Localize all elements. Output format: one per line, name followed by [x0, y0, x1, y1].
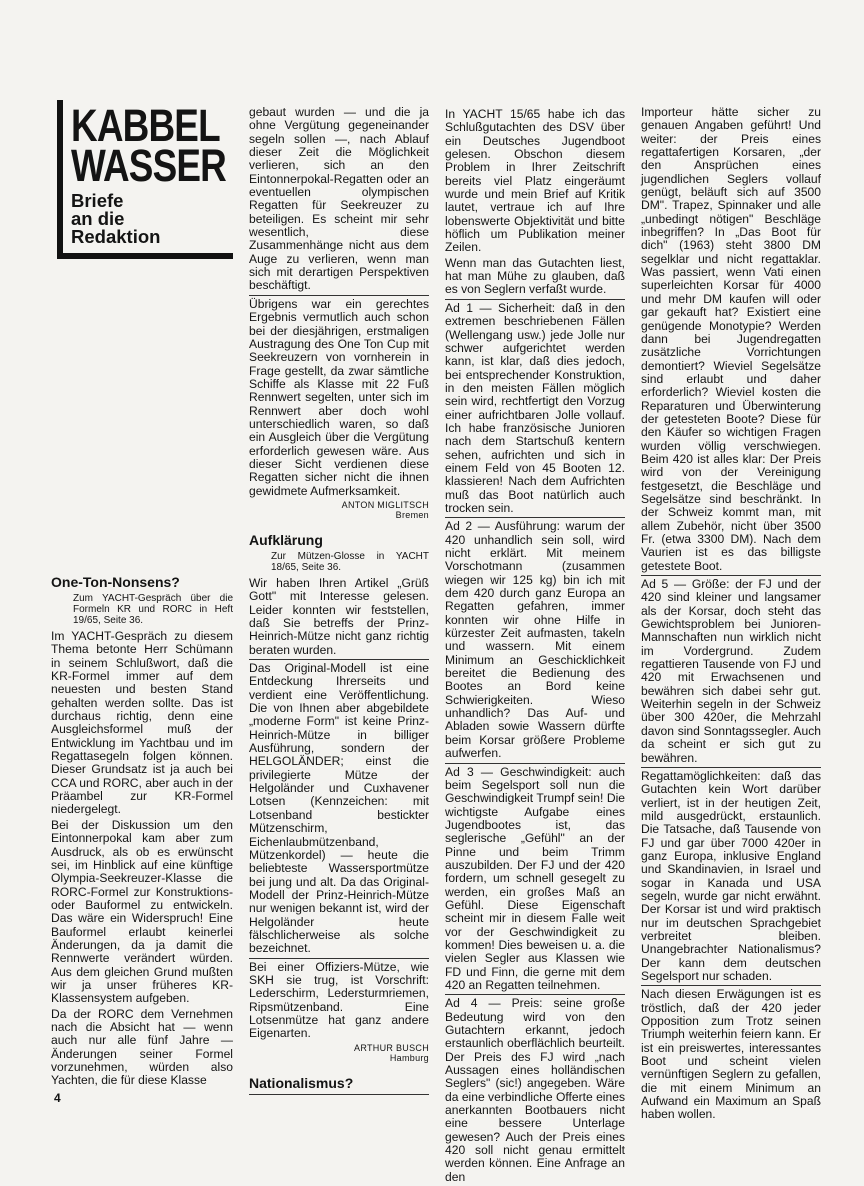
letter-signature-one-ton: [249, 500, 429, 520]
letter-paragraph: Nach diesen Erwägungen ist es tröstlich, daß der 420 jeder Opposition zum Trotz seinen Triumph weiterhin feiern kann. Er ist ein preiswertes, interessantes Boot und scheint vielen vernünftigen Seglern zu gefallen, die mit einem Minimum an Aufwand ein Maximum an Spaß haben wollen.: [641, 987, 821, 1122]
letter-heading-one-ton: One-Ton-Nonsens?: [51, 574, 180, 590]
paragraph-rule: [641, 575, 821, 576]
column-subtitle-line3: Redaktion: [71, 226, 161, 247]
column-title-line1: KABBEL: [71, 100, 220, 151]
letter-paragraph: Das Original-Modell ist eine Entdeckung Ihrerseits und verdient eine Veröffentlichung. Die von Ihnen aber abgebildete „moderne Form" ist keine Prinz-Heinrich-Mütze in billiger Ausführung, sondern der HELGOLÄNDER; einst die privilegierte Mütze der Helgoländer und Cuxhavener Lotsen (Kennzeichen: mit Lotsenband bestickter Mützenschirm, Eichenlaubmützenband, Mützenkordel) — heute die beliebteste Wassersportmütze bei jung und alt. Da das Original-Modell der Prinz-Heinrich-Mütze nur wenigen bekannt ist, wird der Helgoländer heute fälschlicherweise als solche bezeichnet.: [249, 661, 429, 956]
letter-paragraph: Importeur hätte sicher zu genauen Angaben geführt! Und weiter: der Preis eines regattafertigen Korsaren, „der den Ansprüchen eines jugendlichen Seglers vollauf genügt, beläuft sich auf 3500 DM". Trapez, Spinnaker und alle „unbedingt nötigen" Beschläge inbegriffen? In „Das Boot für dich" (1963) steht 3800 DM segelklar und nicht regattaklar. Was passiert, wenn Vati einen superleichten Korsar für 4000 und mehr DM kaufen will oder gar gekauft hat? Existiert eine genügende Monotypie? Werden dann bei Jugendregatten zusätzliche Vorrichtungen demontiert? Wieviel Segelsätze sind erlaubt und daher erforderlich? Wieviel kosten die Reparaturen und Überwinterung der getesteten Boote? Diese für den Käufer so wichtigen Fragen wurden völlig verschwiegen. Beim 420 ist alles klar: Der Preis wird von der Vereinigung festgesetzt, die Beschläge und Segelsätze sind beschränkt. In der Schweiz kommt man, mit allem Zubehör, nicht über 3500 Fr. (etwa 3300 DM). Nach dem Vaurien ist es das billigste getestete Boot.: [641, 105, 821, 573]
letter-paragraph: Im YACHT-Gespräch zu diesem Thema betonte Herr Schümann in seinem Schlußwort, daß die KR-Formel immer auf dem neuesten und besten Stand gehalten werden sollte. Das ist durchaus richtig, denn eine Ausgleichsformel muß der Entwicklung im Yachtbau und im Regattasegeln folgen können. Dieser Grundsatz ist ja auch bei CCA und RORC, aber auch in der Präambel zur KR-Formel niedergelegt.: [51, 629, 233, 817]
column-subtitle-line1: Briefe: [71, 190, 124, 211]
paragraph-rule: [445, 994, 625, 995]
letter-paragraph: gebaut wurden — und die ja ohne Vergütung gegeneinander segeln sollen —, nach Ablauf dieser Zeit die Möglichkeit verlieren, sich an den Eintonnerpokal-Regatten oder an eventuellen olympischen Regatten für Seekreuzer zu beteiligen. Es scheint mir sehr wesentlich, diese Zusammenhänge nicht aus dem Auge zu verlieren, wenn man sich mit derartigen Perspektiven beschäftigt.: [249, 105, 429, 293]
paragraph-rule: [249, 1094, 429, 1095]
column-subtitle-line2: an die: [71, 208, 125, 229]
letter-paragraph: Übrigens war ein gerechtes Ergebnis vermutlich auch schon bei der diesjährigen, erstmaligen Austragung des One Ton Cup mit Seekreuzern von vornherein in Frage gestellt, da zwar sämtliche Schiffe als Klasse mit 22 Fuß Rennwert segelten, unter sich im Rennwert aber doch wohl unterschiedlich waren, so daß ein Ausgleich über die Vergütung erforderlich gewesen wäre. Aus dieser Sicht verdienen diese Regatten sicher nicht die ihnen gewidmete Aufmerksamkeit.: [249, 296, 429, 498]
letter-paragraph: Da der RORC dem Vernehmen nach die Absicht hat — wenn auch nur alle fünf Jahre — Änderungen seiner Formel vorzunehmen, würden also Yachten, die für diese Klasse: [51, 1006, 233, 1088]
letter-paragraph: Regattamöglichkeiten: daß das Gutachten kein Wort darüber verliert, ist in der heutigen Zeit, mild ausgedrückt, erstaunlich. Die Tatsache, daß Tausende von FJ und gar über 7000 420er in ganz Europa, inklusive England und Skandinavien, in Israel und sogar in Kanada und USA segeln, wurde gar nicht erwähnt. Der Korsar ist und wird praktisch nur im deutschen Sprachgebiet verbreitet bleiben. Unangebrachter Nationalismus? Der kann dem deutschen Segelsport nur schaden.: [641, 768, 821, 983]
column-title-line2: WASSER: [71, 140, 227, 191]
signature-location: Bremen: [395, 509, 429, 520]
letter-paragraph: Wenn man das Gutachten liest, hat man Mühe zu glauben, daß es von Seglern verfaßt wurde.: [445, 255, 625, 297]
column-3: [445, 106, 625, 1186]
letter-heading-nationalismus: Nationalismus?: [249, 1074, 354, 1091]
letter-paragraph: Ad 1 — Sicherheit: daß in den extremen beschriebenen Fällen (Wellengang usw.) jede Jolle nur schwer aufgerichtet werden kann, ist klar, daß dies jedoch, bei entsprechender Konstruktion, in den meisten Fällen möglich sein wird, rechtfertigt den Vorzug einer aufrichtbaren Jolle vollauf. Ich habe französische Junioren nach dem Startschuß kentern sehen, aufrichten und sich in einem Feld von 45 Booten 12. klassieren! Nach dem Aufrichten muß das Boot natürlich auch trocken sein.: [445, 300, 625, 515]
column-2: [249, 106, 429, 1097]
column-4: [641, 106, 821, 1124]
page-number: 4: [54, 1091, 61, 1105]
letter-reference-one-ton: Zum YACHT-Gespräch über die Formeln KR und RORC in Heft 19/65, Seite 36.: [73, 593, 233, 626]
column-1: [51, 574, 233, 1090]
paragraph-rule: [249, 659, 429, 660]
column-title-block: [57, 100, 233, 259]
letter-paragraph: Ad 3 — Geschwindigkeit: auch beim Segelsport soll nun die Geschwindigkeit Trumpf sein! Die wichtigste Aufgabe eines Jugendbootes ist, das seglerische „Gefühl" an der Pinne und beim Trimm auszubilden. Der FJ und der 420 fordern, um schnell gesegelt zu werden, ein großes Maß an Gefühl. Diese Eigenschaft scheint mir in diesem Falle weit vor der Geschwindigkeit zu kommen! Dies beweisen u. a. die vielen Segler aus Klassen wie FD und Finn, die gerne mit dem 420 an Regatten teilnehmen.: [445, 764, 625, 992]
letter-reference-aufklaerung: Zur Mützen-Glosse in YACHT 18/65, Seite 36.: [271, 550, 429, 573]
letter-signature-aufklaerung: [249, 1043, 429, 1063]
letter-paragraph: Bei der Diskussion um den Eintonnerpokal kam aber zum Ausdruck, als ob es erwünscht sei, im Hinblick auf eine künftige Olympia-Seekreuzer-Klasse die RORC-Formel zur Konstruktions- oder Bauformel zu entwickeln. Das wäre ein Widerspruch! Eine Bauformel erlaubt keinerlei Änderungen, da ja damit die Rennwerte verändert würden. Aus dem gleichen Grund mußten wir ja unser früheres KR-Klassensystem aufgeben.: [51, 817, 233, 1006]
letter-paragraph: Ad 5 — Größe: der FJ und der 420 sind kleiner und langsamer als der Korsar, doch steht das Gewichtsproblem bei Junioren-Mannschaften nun wirklich nicht im Vordergrund. Zudem regattieren Tausende von FJ und 420 mit Erwachsenen und bewähren sich dabei sehr gut. Weiterhin segeln in der Schweiz über 300 420er, die Mehrzahl davon sind Sonntagssegler. Auch da scheint er sich gut zu bewähren.: [641, 577, 821, 765]
paragraph-rule: [445, 517, 625, 518]
paragraph-rule: [249, 958, 429, 959]
letter-paragraph: Ad 4 — Preis: seine große Bedeutung wird von den Gutachtern erkannt, jedoch erstaunlich oberflächlich beurteilt. Der Preis des FJ wird „nach Aussagen eines holländischen Seglers" (sic!) angegeben. Wäre da eine verbindliche Offerte eines anerkannten Bootbauers nicht eine bessere Unterlage gewesen? Auch der Preis eines 420 soll nicht genau ermittelt werden können. Eine Anfrage an den: [445, 996, 625, 1184]
paragraph-rule: [445, 763, 625, 764]
signature-name: ARTHUR BUSCH: [354, 1042, 429, 1053]
letter-paragraph: Bei einer Offiziers-Mütze, wie SKH sie trug, ist Vorschrift: Lederschirm, Ledersturmriemen, Ripsmützenband. Eine Lotsenmütze hat ganz andere Eigenarten.: [249, 959, 429, 1041]
paragraph-rule: [641, 985, 821, 986]
letter-paragraph: Wir haben Ihren Artikel „Grüß Gott" mit Interesse gelesen. Leider konnten wir feststellen, daß Sie betreffs der Prinz-Heinrich-Mütze nicht ganz richtig beraten wurden.: [249, 575, 429, 657]
letter-paragraph: Ad 2 — Ausführung: warum der 420 unhandlich sein soll, wird nicht erklärt. Mit meinem Vorschotmann (zusammen wiegen wir 125 kg) bin ich mit dem 420 durch ganz Europa an Regatten gefahren, immer konnten wir ohne Hilfe in kürzester Zeit aufmasten, takeln und wassern. Mit einem Minimum an Geschicklichkeit bereitet die Bedienung des Bootes an Bord keine Schwierigkeiten. Wieso unhandlich? Das Auf- und Abladen sowie Wassern dürfte beim Korsar größere Probleme aufwerfen.: [445, 519, 625, 761]
paragraph-rule: [445, 299, 625, 300]
letter-paragraph-continued: In YACHT 15/65 habe ich das Schlußgutachten des DSV über ein Deutsches Jugendboot gelesen. Obschon diesem Problem in Ihrer Zeitschrift bereits viel Platz eingeräumt wurde und mein Brief auf Kritik lautet, vertraue ich auf Ihre lobenswerte Objektivität und bitte höflich um Publikation meiner Zeilen.: [445, 107, 625, 255]
paragraph-rule: [641, 767, 821, 768]
letter-heading-aufklaerung: Aufklärung: [249, 531, 323, 548]
signature-name: ANTON MIGLITSCH: [341, 499, 429, 510]
signature-location: Hamburg: [389, 1052, 429, 1063]
paragraph-rule: [249, 295, 429, 296]
